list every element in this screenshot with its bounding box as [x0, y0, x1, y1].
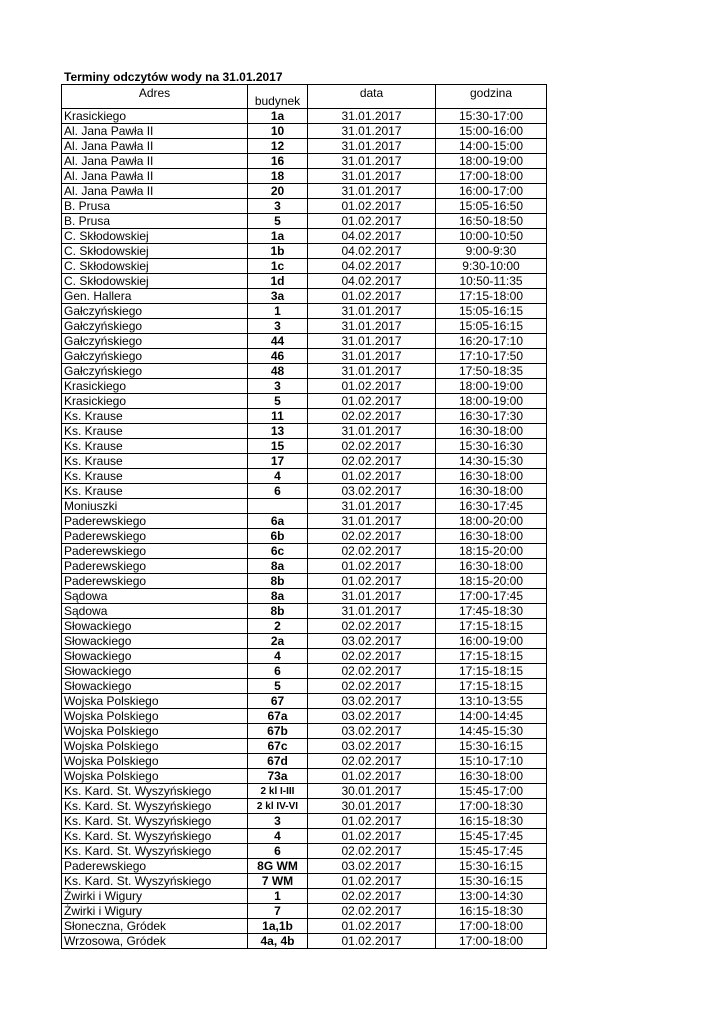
- table-header-row: [62, 85, 547, 109]
- cell-godzina: 15:30-16:15: [436, 874, 547, 889]
- cell-godzina: 15:30-17:00: [436, 109, 547, 124]
- table-row: [62, 139, 547, 154]
- cell-godzina: 17:15-18:00: [436, 289, 547, 304]
- cell-budynek: 3a: [248, 289, 308, 304]
- cell-godzina: 17:50-18:35: [436, 364, 547, 379]
- cell-godzina: 18:15-20:00: [436, 574, 547, 589]
- cell-adres: Słowackiego: [62, 664, 248, 679]
- cell-godzina: 16:30-18:00: [436, 559, 547, 574]
- table-row: [62, 574, 547, 589]
- table-row: [62, 319, 547, 334]
- table-row: [62, 169, 547, 184]
- cell-data: 31.01.2017: [308, 349, 436, 364]
- table-row: [62, 754, 547, 769]
- cell-godzina: 15:45-17:00: [436, 784, 547, 799]
- cell-data: 31.01.2017: [308, 424, 436, 439]
- cell-adres: C. Skłodowskiej: [62, 274, 248, 289]
- table-row: [62, 709, 547, 724]
- cell-data: 02.02.2017: [308, 529, 436, 544]
- cell-budynek: 3: [248, 379, 308, 394]
- cell-data: 02.02.2017: [308, 754, 436, 769]
- table-row: [62, 904, 547, 919]
- cell-godzina: 16:50-18:50: [436, 214, 547, 229]
- table-row: [62, 934, 547, 949]
- cell-godzina: 16:30-18:00: [436, 769, 547, 784]
- cell-adres: Gałczyńskiego: [62, 334, 248, 349]
- table-body: [62, 109, 547, 949]
- table-row: [62, 289, 547, 304]
- cell-godzina: 16:15-18:30: [436, 814, 547, 829]
- cell-budynek: 8G WM: [248, 859, 308, 874]
- cell-adres: Ks. Krause: [62, 439, 248, 454]
- cell-data: 31.01.2017: [308, 514, 436, 529]
- cell-budynek: 1c: [248, 259, 308, 274]
- cell-budynek: 1: [248, 304, 308, 319]
- cell-godzina: 15:45-17:45: [436, 829, 547, 844]
- cell-budynek: 1d: [248, 274, 308, 289]
- cell-godzina: 17:15-18:15: [436, 664, 547, 679]
- document-title: Terminy odczytów wody na 31.01.2017: [64, 70, 283, 84]
- cell-adres: B. Prusa: [62, 214, 248, 229]
- cell-data: 31.01.2017: [308, 139, 436, 154]
- cell-data: 01.02.2017: [308, 574, 436, 589]
- cell-budynek: 67: [248, 694, 308, 709]
- cell-budynek: 1: [248, 889, 308, 904]
- table-row: [62, 784, 547, 799]
- cell-data: 02.02.2017: [308, 679, 436, 694]
- cell-budynek: 7: [248, 904, 308, 919]
- table-row: [62, 499, 547, 514]
- table-row: [62, 409, 547, 424]
- cell-godzina: 15:30-16:30: [436, 439, 547, 454]
- cell-adres: Ks. Kard. St. Wyszyńskiego: [62, 784, 248, 799]
- cell-godzina: 15:30-16:15: [436, 859, 547, 874]
- cell-adres: Gałczyńskiego: [62, 364, 248, 379]
- cell-data: 30.01.2017: [308, 799, 436, 814]
- cell-budynek: 10: [248, 124, 308, 139]
- cell-adres: Ks. Kard. St. Wyszyńskiego: [62, 874, 248, 889]
- table-row: [62, 109, 547, 124]
- table-row: [62, 544, 547, 559]
- cell-data: 03.02.2017: [308, 694, 436, 709]
- table-row: [62, 829, 547, 844]
- table-row: [62, 724, 547, 739]
- cell-data: 01.02.2017: [308, 379, 436, 394]
- cell-adres: Ks. Krause: [62, 469, 248, 484]
- cell-budynek: 6: [248, 484, 308, 499]
- cell-godzina: 16:20-17:10: [436, 334, 547, 349]
- cell-adres: Gałczyńskiego: [62, 319, 248, 334]
- cell-budynek: 44: [248, 334, 308, 349]
- cell-data: 01.02.2017: [308, 214, 436, 229]
- table-row: [62, 559, 547, 574]
- cell-budynek: 1a: [248, 229, 308, 244]
- cell-adres: Sądowa: [62, 604, 248, 619]
- cell-budynek: 67a: [248, 709, 308, 724]
- cell-adres: Słowackiego: [62, 619, 248, 634]
- table-row: [62, 814, 547, 829]
- cell-data: 04.02.2017: [308, 229, 436, 244]
- cell-data: 02.02.2017: [308, 619, 436, 634]
- cell-data: 03.02.2017: [308, 634, 436, 649]
- table-row: [62, 184, 547, 199]
- cell-adres: C. Skłodowskiej: [62, 259, 248, 274]
- cell-adres: Gałczyńskiego: [62, 349, 248, 364]
- cell-budynek: 2 kl I-III: [248, 784, 308, 799]
- cell-data: 01.02.2017: [308, 814, 436, 829]
- cell-budynek: 6b: [248, 529, 308, 544]
- cell-godzina: 17:45-18:30: [436, 604, 547, 619]
- cell-godzina: 17:15-18:15: [436, 649, 547, 664]
- cell-data: 01.02.2017: [308, 559, 436, 574]
- cell-godzina: 17:15-18:15: [436, 679, 547, 694]
- table-row: [62, 529, 547, 544]
- table-row: [62, 349, 547, 364]
- cell-budynek: 8a: [248, 559, 308, 574]
- cell-godzina: 14:30-15:30: [436, 454, 547, 469]
- cell-adres: Al. Jana Pawła II: [62, 139, 248, 154]
- table-row: [62, 694, 547, 709]
- table-row: [62, 274, 547, 289]
- cell-budynek: 12: [248, 139, 308, 154]
- cell-budynek: 3: [248, 199, 308, 214]
- cell-adres: Al. Jana Pawła II: [62, 184, 248, 199]
- cell-adres: Krasickiego: [62, 379, 248, 394]
- cell-adres: Al. Jana Pawła II: [62, 169, 248, 184]
- cell-adres: Wojska Polskiego: [62, 694, 248, 709]
- cell-budynek: 8b: [248, 604, 308, 619]
- cell-data: 01.02.2017: [308, 874, 436, 889]
- cell-godzina: 16:30-18:00: [436, 469, 547, 484]
- cell-budynek: 1a,1b: [248, 919, 308, 934]
- cell-data: 31.01.2017: [308, 589, 436, 604]
- table-row: [62, 454, 547, 469]
- cell-godzina: 17:00-18:30: [436, 799, 547, 814]
- cell-godzina: 18:00-19:00: [436, 394, 547, 409]
- cell-budynek: 1a: [248, 109, 308, 124]
- cell-adres: Słoneczna, Gródek: [62, 919, 248, 934]
- cell-budynek: 4: [248, 829, 308, 844]
- cell-adres: Wojska Polskiego: [62, 769, 248, 784]
- header-godzina: godzina: [436, 85, 547, 109]
- cell-data: 02.02.2017: [308, 439, 436, 454]
- table-row: [62, 649, 547, 664]
- cell-adres: Słowackiego: [62, 649, 248, 664]
- table-row: [62, 154, 547, 169]
- cell-adres: Wojska Polskiego: [62, 754, 248, 769]
- cell-budynek: 4: [248, 469, 308, 484]
- table-row: [62, 859, 547, 874]
- cell-budynek: 5: [248, 679, 308, 694]
- cell-budynek: 15: [248, 439, 308, 454]
- cell-data: 31.01.2017: [308, 364, 436, 379]
- table-row: [62, 889, 547, 904]
- cell-data: 04.02.2017: [308, 259, 436, 274]
- cell-adres: Ks. Kard. St. Wyszyńskiego: [62, 814, 248, 829]
- cell-budynek: 2 kl IV-VI: [248, 799, 308, 814]
- cell-data: 02.02.2017: [308, 889, 436, 904]
- cell-godzina: 17:10-17:50: [436, 349, 547, 364]
- cell-godzina: 16:00-17:00: [436, 184, 547, 199]
- table-row: [62, 664, 547, 679]
- cell-data: 31.01.2017: [308, 499, 436, 514]
- cell-godzina: 16:30-18:00: [436, 529, 547, 544]
- cell-budynek: 20: [248, 184, 308, 199]
- cell-adres: Paderewskiego: [62, 544, 248, 559]
- cell-godzina: 15:05-16:50: [436, 199, 547, 214]
- table-row: [62, 259, 547, 274]
- cell-budynek: 16: [248, 154, 308, 169]
- cell-budynek: 5: [248, 394, 308, 409]
- table-row: [62, 484, 547, 499]
- cell-adres: Paderewskiego: [62, 574, 248, 589]
- cell-data: 31.01.2017: [308, 109, 436, 124]
- cell-budynek: 73a: [248, 769, 308, 784]
- cell-budynek: 18: [248, 169, 308, 184]
- cell-data: 04.02.2017: [308, 244, 436, 259]
- cell-data: 02.02.2017: [308, 664, 436, 679]
- table-row: [62, 514, 547, 529]
- table-row: [62, 874, 547, 889]
- cell-adres: Al. Jana Pawła II: [62, 124, 248, 139]
- table-row: [62, 124, 547, 139]
- cell-godzina: 13:00-14:30: [436, 889, 547, 904]
- cell-godzina: 15:00-16:00: [436, 124, 547, 139]
- table-row: [62, 424, 547, 439]
- cell-budynek: 3: [248, 319, 308, 334]
- header-data: data: [308, 85, 436, 109]
- cell-godzina: 18:00-20:00: [436, 514, 547, 529]
- cell-budynek: 17: [248, 454, 308, 469]
- cell-adres: Krasickiego: [62, 109, 248, 124]
- cell-godzina: 9:00-9:30: [436, 244, 547, 259]
- cell-data: 31.01.2017: [308, 604, 436, 619]
- cell-data: 31.01.2017: [308, 169, 436, 184]
- cell-data: 02.02.2017: [308, 904, 436, 919]
- cell-adres: Słowackiego: [62, 679, 248, 694]
- cell-budynek: 1b: [248, 244, 308, 259]
- cell-adres: B. Prusa: [62, 199, 248, 214]
- cell-budynek: 11: [248, 409, 308, 424]
- cell-godzina: 10:00-10:50: [436, 229, 547, 244]
- cell-godzina: 15:10-17:10: [436, 754, 547, 769]
- cell-adres: C. Skłodowskiej: [62, 229, 248, 244]
- cell-budynek: 6c: [248, 544, 308, 559]
- cell-budynek: 6: [248, 844, 308, 859]
- cell-godzina: 17:00-18:00: [436, 169, 547, 184]
- cell-budynek: 48: [248, 364, 308, 379]
- cell-budynek: 7 WM: [248, 874, 308, 889]
- cell-data: 01.02.2017: [308, 199, 436, 214]
- cell-adres: Ks. Kard. St. Wyszyńskiego: [62, 844, 248, 859]
- cell-adres: C. Skłodowskiej: [62, 244, 248, 259]
- cell-data: 02.02.2017: [308, 649, 436, 664]
- cell-adres: Wojska Polskiego: [62, 739, 248, 754]
- cell-data: 01.02.2017: [308, 394, 436, 409]
- cell-data: 02.02.2017: [308, 544, 436, 559]
- cell-adres: Żwirki i Wigury: [62, 904, 248, 919]
- cell-budynek: 2: [248, 619, 308, 634]
- cell-budynek: 8b: [248, 574, 308, 589]
- table-row: [62, 919, 547, 934]
- table-row: [62, 769, 547, 784]
- cell-adres: Gen. Hallera: [62, 289, 248, 304]
- cell-godzina: 16:30-18:00: [436, 484, 547, 499]
- table-row: [62, 634, 547, 649]
- cell-data: 03.02.2017: [308, 484, 436, 499]
- cell-godzina: 16:30-17:45: [436, 499, 547, 514]
- cell-adres: Żwirki i Wigury: [62, 889, 248, 904]
- cell-data: 31.01.2017: [308, 124, 436, 139]
- cell-adres: Wrzosowa, Gródek: [62, 934, 248, 949]
- table-row: [62, 214, 547, 229]
- table-row: [62, 739, 547, 754]
- table-row: [62, 304, 547, 319]
- cell-godzina: 14:00-15:00: [436, 139, 547, 154]
- cell-budynek: 46: [248, 349, 308, 364]
- cell-data: 01.02.2017: [308, 289, 436, 304]
- cell-data: 30.01.2017: [308, 784, 436, 799]
- cell-budynek: 67d: [248, 754, 308, 769]
- table-row: [62, 334, 547, 349]
- cell-adres: Słowackiego: [62, 634, 248, 649]
- cell-data: 01.02.2017: [308, 469, 436, 484]
- cell-data: 01.02.2017: [308, 829, 436, 844]
- cell-godzina: 15:30-16:15: [436, 739, 547, 754]
- cell-data: 31.01.2017: [308, 184, 436, 199]
- cell-adres: Paderewskiego: [62, 559, 248, 574]
- cell-godzina: 17:00-18:00: [436, 934, 547, 949]
- cell-adres: Ks. Krause: [62, 454, 248, 469]
- table-row: [62, 589, 547, 604]
- cell-godzina: 17:00-18:00: [436, 919, 547, 934]
- cell-budynek: 3: [248, 814, 308, 829]
- cell-godzina: 10:50-11:35: [436, 274, 547, 289]
- cell-data: 01.02.2017: [308, 769, 436, 784]
- cell-adres: Ks. Krause: [62, 484, 248, 499]
- cell-godzina: 16:15-18:30: [436, 904, 547, 919]
- cell-data: 01.02.2017: [308, 934, 436, 949]
- cell-godzina: 9:30-10:00: [436, 259, 547, 274]
- cell-godzina: 16:30-18:00: [436, 424, 547, 439]
- cell-data: 03.02.2017: [308, 724, 436, 739]
- cell-godzina: 15:05-16:15: [436, 319, 547, 334]
- schedule-table: [61, 84, 547, 949]
- cell-adres: Ks. Krause: [62, 424, 248, 439]
- cell-budynek: 5: [248, 214, 308, 229]
- cell-budynek: 4: [248, 649, 308, 664]
- cell-data: 03.02.2017: [308, 859, 436, 874]
- cell-data: 31.01.2017: [308, 319, 436, 334]
- cell-data: 02.02.2017: [308, 454, 436, 469]
- cell-data: 02.02.2017: [308, 844, 436, 859]
- cell-data: 31.01.2017: [308, 304, 436, 319]
- cell-budynek: 6a: [248, 514, 308, 529]
- cell-adres: Paderewskiego: [62, 529, 248, 544]
- cell-adres: Paderewskiego: [62, 859, 248, 874]
- cell-data: 01.02.2017: [308, 919, 436, 934]
- cell-godzina: 15:45-17:45: [436, 844, 547, 859]
- cell-budynek: 13: [248, 424, 308, 439]
- table-row: [62, 199, 547, 214]
- header-budynek: budynek: [248, 85, 308, 109]
- cell-data: 31.01.2017: [308, 154, 436, 169]
- header-adres: Adres: [62, 85, 248, 109]
- cell-adres: Ks. Kard. St. Wyszyńskiego: [62, 799, 248, 814]
- cell-budynek: 67c: [248, 739, 308, 754]
- cell-adres: Moniuszki: [62, 499, 248, 514]
- cell-godzina: 15:05-16:15: [436, 304, 547, 319]
- cell-budynek: 4a, 4b: [248, 934, 308, 949]
- cell-adres: Ks. Kard. St. Wyszyńskiego: [62, 829, 248, 844]
- table-row: [62, 379, 547, 394]
- cell-godzina: 18:00-19:00: [436, 379, 547, 394]
- cell-budynek: 8a: [248, 589, 308, 604]
- cell-adres: Wojska Polskiego: [62, 724, 248, 739]
- table-row: [62, 799, 547, 814]
- table-row: [62, 844, 547, 859]
- cell-adres: Wojska Polskiego: [62, 709, 248, 724]
- cell-godzina: 13:10-13:55: [436, 694, 547, 709]
- table-row: [62, 229, 547, 244]
- cell-budynek: 67b: [248, 724, 308, 739]
- cell-budynek: [248, 499, 308, 514]
- table-row: [62, 604, 547, 619]
- cell-godzina: 17:00-17:45: [436, 589, 547, 604]
- cell-godzina: 18:00-19:00: [436, 154, 547, 169]
- table-row: [62, 469, 547, 484]
- cell-godzina: 14:00-14:45: [436, 709, 547, 724]
- table-row: [62, 439, 547, 454]
- cell-budynek: 6: [248, 664, 308, 679]
- cell-adres: Gałczyńskiego: [62, 304, 248, 319]
- table-row: [62, 364, 547, 379]
- cell-godzina: 18:15-20:00: [436, 544, 547, 559]
- table-row: [62, 394, 547, 409]
- table-row: [62, 244, 547, 259]
- cell-adres: Krasickiego: [62, 394, 248, 409]
- cell-data: 03.02.2017: [308, 709, 436, 724]
- cell-budynek: 2a: [248, 634, 308, 649]
- table-row: [62, 679, 547, 694]
- table-row: [62, 619, 547, 634]
- cell-adres: Al. Jana Pawła II: [62, 154, 248, 169]
- cell-adres: Paderewskiego: [62, 514, 248, 529]
- cell-data: 04.02.2017: [308, 274, 436, 289]
- cell-adres: Ks. Krause: [62, 409, 248, 424]
- cell-data: 03.02.2017: [308, 739, 436, 754]
- cell-godzina: 16:30-17:30: [436, 409, 547, 424]
- cell-godzina: 14:45-15:30: [436, 724, 547, 739]
- cell-data: 02.02.2017: [308, 409, 436, 424]
- cell-adres: Sądowa: [62, 589, 248, 604]
- cell-godzina: 17:15-18:15: [436, 619, 547, 634]
- cell-godzina: 16:00-19:00: [436, 634, 547, 649]
- cell-data: 31.01.2017: [308, 334, 436, 349]
